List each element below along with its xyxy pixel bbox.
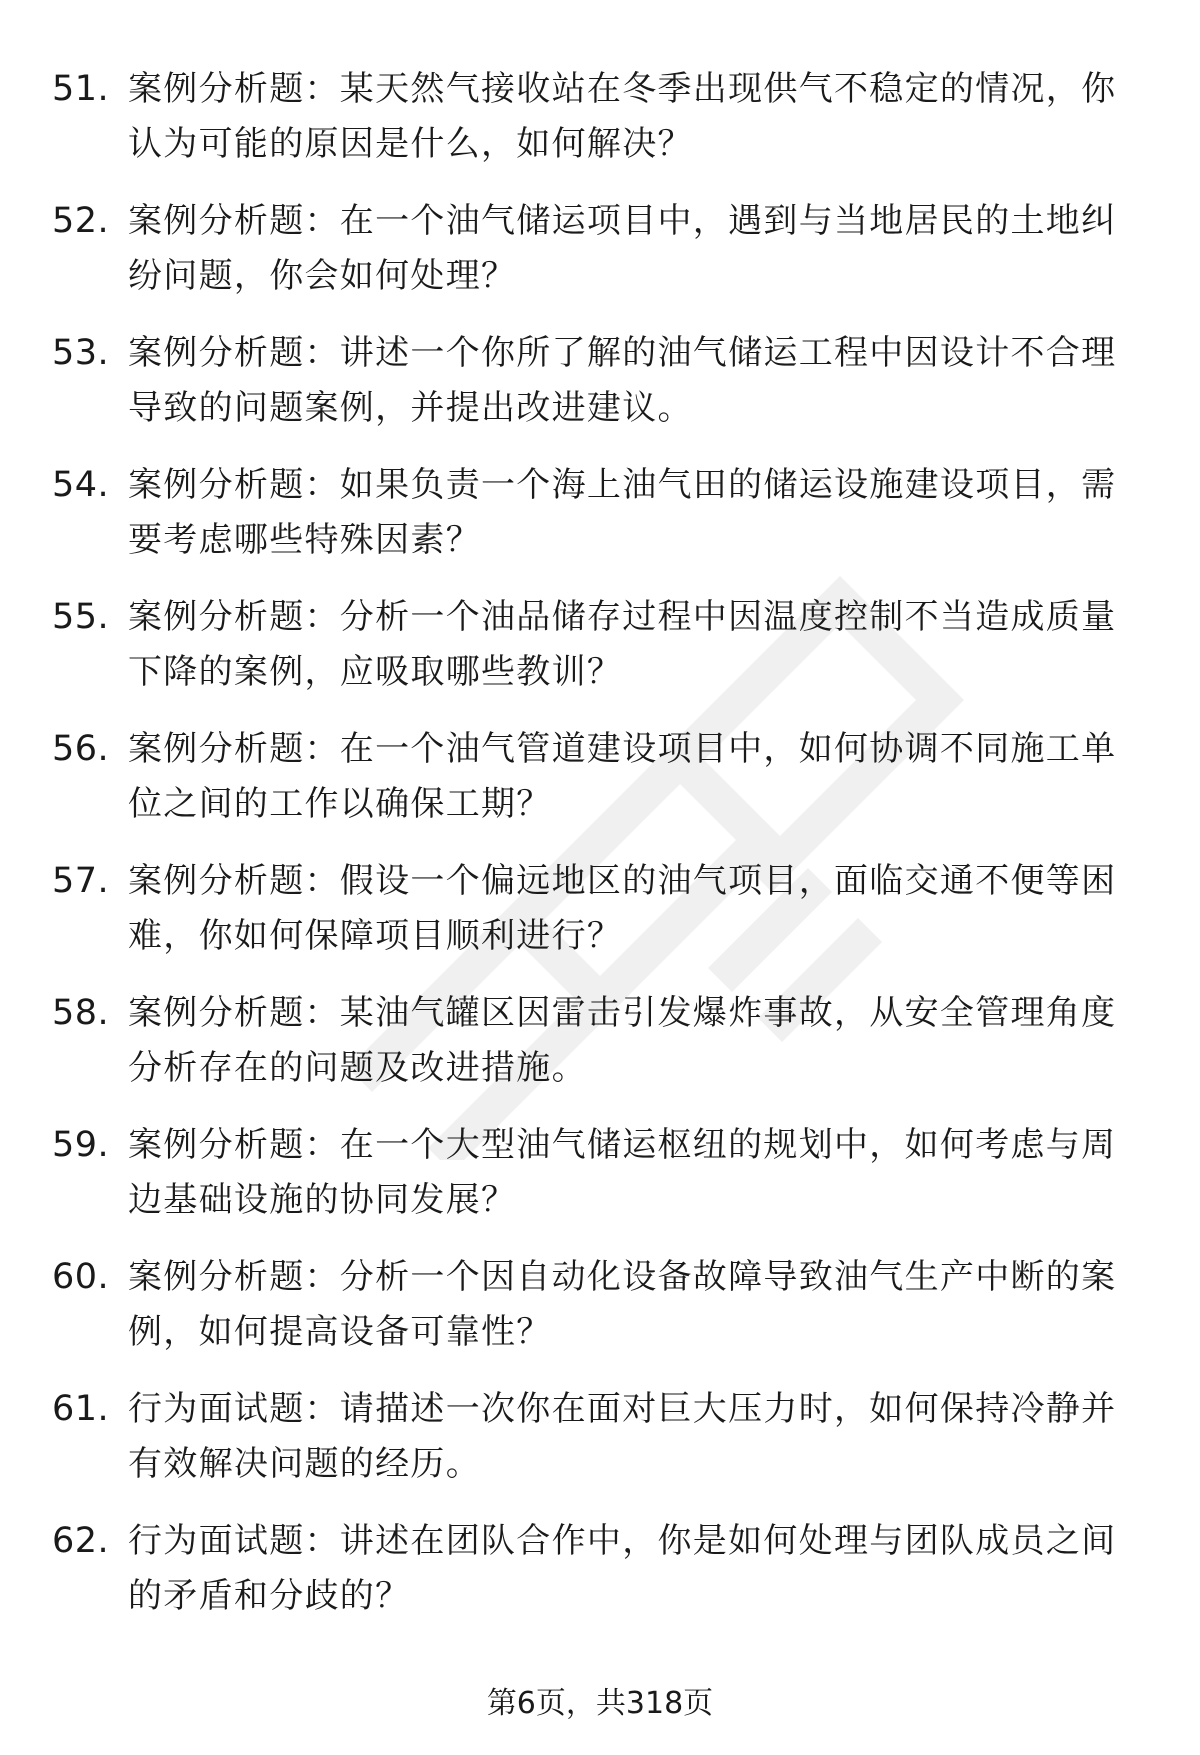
list-item xyxy=(0,580,1200,712)
list-item xyxy=(0,184,1200,316)
question-text: 案例分析题：某油气罐区因雷击引发爆炸事故，从安全管理角度分析存在的问题及改进措施。 xyxy=(128,993,1117,1088)
question-text: 案例分析题：在一个大型油气储运枢纽的规划中，如何考虑与周边基础设施的协同发展？ xyxy=(128,1125,1117,1220)
list-item xyxy=(0,448,1200,580)
list-item xyxy=(0,1108,1200,1240)
question-text: 案例分析题：假设一个偏远地区的油气项目，面临交通不便等困难，你如何保障项目顺利进行？ xyxy=(128,861,1117,956)
question-number: 51. xyxy=(52,69,110,109)
list-item xyxy=(0,976,1200,1108)
question-text: 案例分析题：在一个油气储运项目中，遇到与当地居民的土地纠纷问题，你会如何处理？ xyxy=(128,201,1117,296)
question-list xyxy=(0,52,1200,1636)
question-text: 案例分析题：在一个油气管道建设项目中，如何协调不同施工单位之间的工作以确保工期？ xyxy=(128,729,1117,824)
list-item xyxy=(0,1504,1200,1636)
question-text: 案例分析题：如果负责一个海上油气田的储运设施建设项目，需要考虑哪些特殊因素？ xyxy=(128,465,1117,560)
question-number: 52. xyxy=(52,201,110,241)
question-number: 55. xyxy=(52,597,110,637)
question-number: 59. xyxy=(52,1125,110,1165)
question-number: 58. xyxy=(52,993,110,1033)
question-text: 案例分析题：讲述一个你所了解的油气储运工程中因设计不合理导致的问题案例，并提出改进建议。 xyxy=(128,333,1117,428)
question-text: 行为面试题：讲述在团队合作中，你是如何处理与团队成员之间的矛盾和分歧的？ xyxy=(128,1521,1117,1616)
list-item xyxy=(0,1240,1200,1372)
question-text: 案例分析题：分析一个油品储存过程中因温度控制不当造成质量下降的案例，应吸取哪些教训？ xyxy=(128,597,1117,692)
list-item xyxy=(0,1372,1200,1504)
question-text: 行为面试题：请描述一次你在面对巨大压力时，如何保持冷静并有效解决问题的经历。 xyxy=(128,1389,1117,1484)
question-number: 53. xyxy=(52,333,110,373)
list-item xyxy=(0,52,1200,184)
question-text: 案例分析题：分析一个因自动化设备故障导致油气生产中断的案例，如何提高设备可靠性？ xyxy=(128,1257,1117,1352)
question-number: 54. xyxy=(52,465,110,505)
list-item xyxy=(0,712,1200,844)
list-item xyxy=(0,844,1200,976)
question-number: 61. xyxy=(52,1389,110,1429)
question-number: 60. xyxy=(52,1257,110,1297)
list-item xyxy=(0,316,1200,448)
question-number: 56. xyxy=(52,729,110,769)
page-number: 第6页，共318页 xyxy=(486,1686,714,1721)
question-number: 57. xyxy=(52,861,110,901)
question-text: 案例分析题：某天然气接收站在冬季出现供气不稳定的情况，你认为可能的原因是什么，如何解决？ xyxy=(128,69,1117,164)
question-number: 62. xyxy=(52,1521,110,1561)
